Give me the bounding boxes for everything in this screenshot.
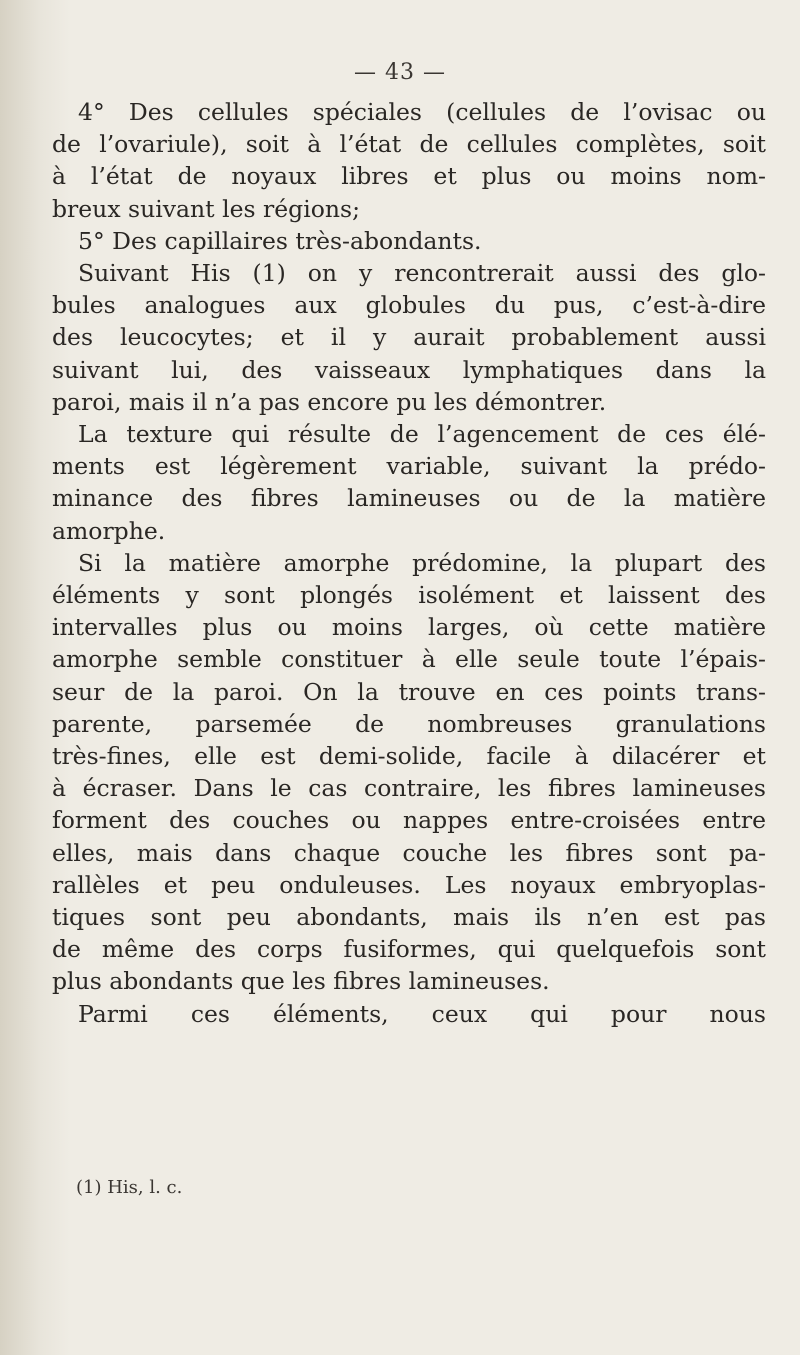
text-line: 5° Des capillaires très-abondants. xyxy=(78,226,482,255)
body-text xyxy=(52,96,766,1030)
text-line: de l’ovariule), soit à l’état de cellules complètes, soit xyxy=(52,130,766,159)
text-line: La texture qui résulte de l’agencement de ces élé- xyxy=(78,420,766,449)
text-line: suivant lui, des vaisseaux lymphatiques dans la xyxy=(52,355,766,384)
text-line: seur de la paroi. On la trouve en ces points trans- xyxy=(52,677,766,706)
text-line: Parmi ces éléments, ceux qui pour nous xyxy=(78,999,766,1028)
text-line: amorphe semble constituer à elle seule toute l’épais- xyxy=(52,645,766,674)
text-line: tiques sont peu abondants, mais ils n’en est pas xyxy=(52,903,766,932)
text-line: 4° Des cellules spéciales (cellules de l’ovisac ou xyxy=(78,98,766,126)
footnote: (1) His, l. c. xyxy=(76,1177,183,1198)
text-line: à écraser. Dans le cas contraire, les fibres lamineuses xyxy=(52,774,766,803)
text-line: parente, parsemée de nombreuses granulations xyxy=(52,709,766,738)
text-line: amorphe. xyxy=(52,516,166,545)
text-line: intervalles plus ou moins larges, où cette matière xyxy=(52,613,766,642)
text-line: minance des fibres lamineuses ou de la matière xyxy=(52,484,766,513)
text-line: Si la matière amorphe prédomine, la plupart des xyxy=(78,548,766,577)
text-line: des leucocytes; et il y aurait probablement aussi xyxy=(52,323,766,352)
text-line: éléments y sont plongés isolément et laissent des xyxy=(52,581,766,610)
page-number: — 43 — xyxy=(354,60,446,85)
text-line: bules analogues aux globules du pus, c’est-à-dire xyxy=(52,291,766,320)
text-line: Suivant His (1) on y rencontrerait aussi des glo- xyxy=(78,259,766,288)
text-line: de même des corps fusiformes, qui quelquefois sont xyxy=(52,935,766,964)
text-line: très-fines, elle est demi-solide, facile à dilacérer et xyxy=(52,742,766,771)
text-line: paroi, mais il n’a pas encore pu les démontrer. xyxy=(52,387,607,416)
text-line: elles, mais dans chaque couche les fibres sont pa- xyxy=(52,838,766,867)
text-line: à l’état de noyaux libres et plus ou moins nom- xyxy=(52,162,766,191)
text-line: plus abondants que les fibres lamineuses. xyxy=(52,967,550,996)
text-line: forment des couches ou nappes entre-croisées entre xyxy=(52,806,766,835)
text-line: rallèles et peu onduleuses. Les noyaux embryoplas- xyxy=(52,870,766,899)
text-line: breux suivant les régions; xyxy=(52,194,361,223)
text-line: ments est légèrement variable, suivant la prédo- xyxy=(52,452,766,481)
